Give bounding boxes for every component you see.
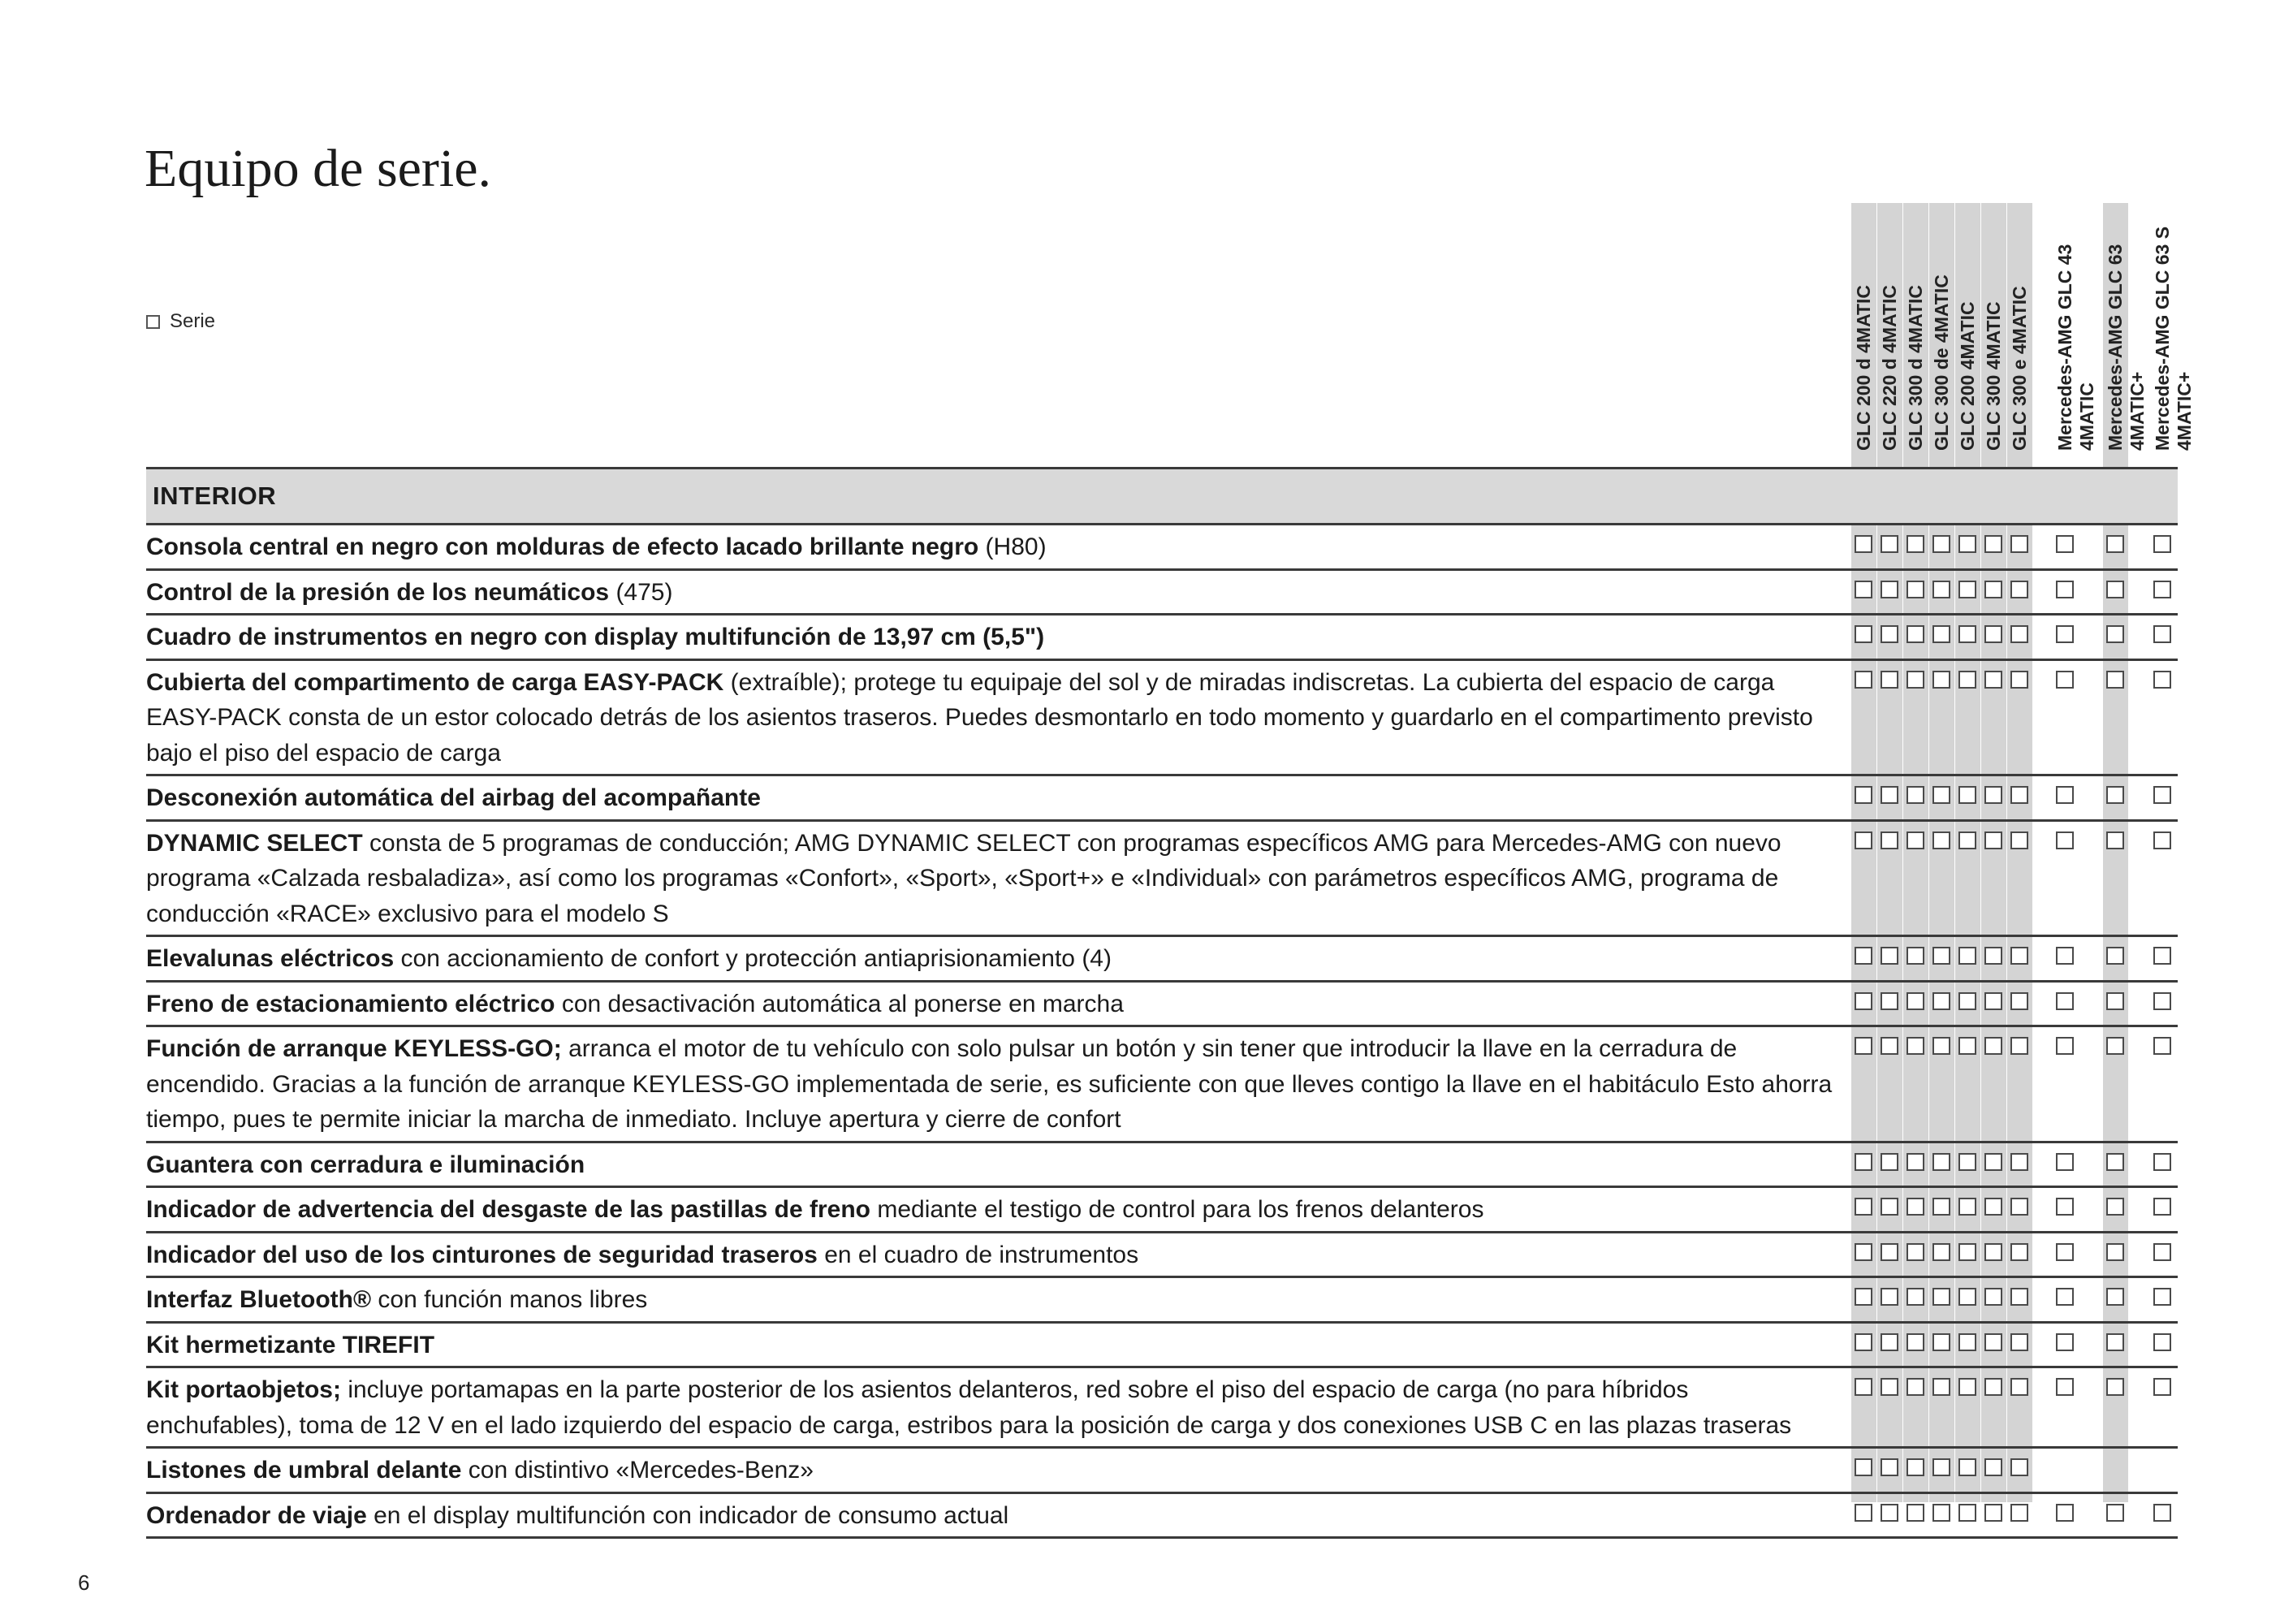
equipment-table bbox=[146, 467, 2178, 1539]
standard-square-icon bbox=[1932, 535, 1950, 553]
standard-square-icon bbox=[1984, 581, 2002, 598]
standard-square-icon bbox=[1907, 1037, 1924, 1055]
standard-square-icon bbox=[2056, 947, 2074, 965]
standard-square-icon bbox=[1932, 1288, 1950, 1306]
standard-square-icon bbox=[1855, 1037, 1872, 1055]
standard-square-icon bbox=[2010, 1198, 2028, 1216]
standard-square-icon bbox=[1958, 1458, 1976, 1476]
standard-square-icon bbox=[2106, 1378, 2124, 1396]
standard-square-icon bbox=[1958, 947, 1976, 965]
standard-square-icon bbox=[1984, 535, 2002, 553]
standard-square-icon bbox=[1932, 992, 1950, 1010]
standard-square-icon bbox=[1855, 1458, 1872, 1476]
standard-square-icon bbox=[1907, 1153, 1924, 1171]
standard-square-icon bbox=[1907, 1333, 1924, 1351]
standard-square-icon bbox=[1907, 1243, 1924, 1261]
column-header bbox=[2054, 203, 2103, 451]
standard-square-icon bbox=[1855, 1504, 1872, 1522]
standard-square-icon bbox=[2106, 671, 2124, 689]
row-feature-detail: consta de 5 programas de conducción; AMG DYNAMIC SELECT con programas específicos AMG para Mercedes-AMG con nuevo programa «Calzada resbaladiza», así como los programas «Confort», «Sport», «Sport+» e «Individual» con parámetros específicos AMG, programa de conducción «RACE» exclusivo para el modelo S bbox=[146, 829, 1781, 927]
column-header bbox=[2105, 203, 2153, 451]
standard-square-icon bbox=[1855, 786, 1872, 804]
standard-square-icon bbox=[1907, 625, 1924, 643]
standard-square-icon bbox=[2153, 1378, 2171, 1396]
standard-square-icon bbox=[1984, 1153, 2002, 1171]
standard-square-icon bbox=[1932, 831, 1950, 849]
standard-square-icon bbox=[2056, 535, 2074, 553]
standard-square-icon bbox=[1958, 786, 1976, 804]
standard-square-icon bbox=[1907, 992, 1924, 1010]
standard-square-icon bbox=[1984, 1243, 2002, 1261]
row-availability bbox=[146, 1288, 2178, 1312]
standard-square-icon bbox=[1932, 1198, 1950, 1216]
standard-square-icon bbox=[1958, 1243, 1976, 1261]
table-row bbox=[146, 983, 2178, 1028]
standard-square-icon bbox=[2153, 1333, 2171, 1351]
standard-square-icon bbox=[1855, 1153, 1872, 1171]
row-availability bbox=[146, 1501, 2178, 1529]
standard-square-icon bbox=[2153, 947, 2171, 965]
standard-square-icon bbox=[1984, 947, 2002, 965]
standard-square-icon bbox=[2106, 1037, 2124, 1055]
standard-square-icon bbox=[2153, 535, 2171, 553]
standard-square-icon bbox=[1855, 1288, 1872, 1306]
standard-square-icon bbox=[1881, 1198, 1898, 1216]
standard-square-icon bbox=[2153, 831, 2171, 849]
standard-square-icon bbox=[2106, 1243, 2124, 1261]
row-feature-name: Control de la presión de los neumáticos bbox=[146, 578, 610, 606]
column-header-label: GLC 300 4MATIC bbox=[1983, 301, 2004, 451]
row-feature-detail: con desactivación automática al ponerse en marcha bbox=[555, 990, 1124, 1017]
row-feature-name: Interfaz Bluetooth® bbox=[146, 1286, 372, 1313]
standard-square-icon bbox=[2010, 1153, 2028, 1171]
standard-square-icon bbox=[1984, 1288, 2002, 1306]
standard-square-icon bbox=[1881, 1504, 1898, 1522]
table-row bbox=[146, 525, 2178, 571]
column-header-label: GLC 300 e 4MATIC bbox=[2009, 286, 2030, 451]
standard-square-icon bbox=[1984, 1378, 2002, 1396]
row-feature-name: Kit hermetizante TIREFIT bbox=[146, 1331, 435, 1358]
standard-square-icon bbox=[2153, 1504, 2171, 1522]
standard-square-icon bbox=[2106, 1504, 2124, 1522]
standard-square-icon bbox=[2106, 992, 2124, 1010]
standard-square-icon bbox=[1881, 1243, 1898, 1261]
table-row bbox=[146, 1368, 2178, 1449]
standard-square-icon bbox=[1958, 1037, 1976, 1055]
table-row bbox=[146, 1494, 2178, 1540]
standard-square-icon bbox=[2010, 786, 2028, 804]
standard-square-icon bbox=[2106, 786, 2124, 804]
standard-square-icon bbox=[1984, 625, 2002, 643]
standard-square-icon bbox=[2106, 1333, 2124, 1351]
row-availability bbox=[146, 668, 2178, 696]
standard-square-icon bbox=[2056, 1243, 2074, 1261]
standard-square-icon bbox=[1958, 535, 1976, 553]
standard-square-icon bbox=[2106, 581, 2124, 598]
column-header-label: GLC 200 4MATIC bbox=[1957, 301, 1978, 451]
standard-square-icon bbox=[1984, 1333, 2002, 1351]
standard-square-icon bbox=[2153, 786, 2171, 804]
standard-square-icon bbox=[2153, 1037, 2171, 1055]
column-header-label: GLC 300 d 4MATIC bbox=[1905, 284, 1926, 451]
standard-square-icon bbox=[1958, 1153, 1976, 1171]
standard-square-icon bbox=[1881, 1037, 1898, 1055]
row-feature-name: Indicador de advertencia del desgaste de las pastillas de freno bbox=[146, 1196, 870, 1223]
standard-square-icon bbox=[1958, 1288, 1976, 1306]
row-feature-name: Listones de umbral delante bbox=[146, 1457, 462, 1484]
standard-square-icon bbox=[1907, 947, 1924, 965]
standard-square-icon bbox=[1958, 625, 1976, 643]
standard-square-icon bbox=[1958, 581, 1976, 598]
standard-square-icon bbox=[2010, 947, 2028, 965]
column-header-label: Mercedes-AMG GLC 43 4MATIC bbox=[2054, 244, 2097, 451]
row-feature-detail: en el display multifunción con indicador de consumo actual bbox=[366, 1501, 1009, 1529]
row-availability bbox=[146, 1458, 2178, 1483]
table-row bbox=[146, 1143, 2178, 1189]
standard-square-icon bbox=[1932, 1378, 1950, 1396]
standard-square-icon bbox=[1984, 1198, 2002, 1216]
table-rows bbox=[146, 525, 2178, 1539]
column-header-label: GLC 200 d 4MATIC bbox=[1853, 284, 1874, 451]
row-feature-detail: mediante el testigo de control para los frenos delanteros bbox=[870, 1196, 1484, 1223]
table-row bbox=[146, 1278, 2178, 1324]
standard-square-icon bbox=[2010, 581, 2028, 598]
row-feature-detail: (extraíble); protege tu equipaje del sol y de miradas indiscretas. La cubierta del espacio de carga EASY-PACK consta de un estor colocado detrás de los asientos traseros. Puedes desmontarlo en todo momento y guardarlo en el compartimento previsto bajo el piso del espacio de carga bbox=[146, 668, 1813, 767]
standard-square-icon bbox=[2010, 1458, 2028, 1476]
standard-square-icon bbox=[1881, 625, 1898, 643]
standard-square-icon bbox=[2056, 1198, 2074, 1216]
column-header-label: Mercedes-AMG GLC 63 4MATIC+ bbox=[2105, 244, 2148, 451]
standard-square-icon bbox=[2106, 1198, 2124, 1216]
standard-square-icon bbox=[1907, 1458, 1924, 1476]
standard-square-icon bbox=[1881, 1288, 1898, 1306]
row-feature-detail: (475) bbox=[609, 578, 673, 606]
table-row bbox=[146, 776, 2178, 822]
standard-square-icon bbox=[1855, 1333, 1872, 1351]
standard-square-icon bbox=[2010, 1037, 2028, 1055]
standard-square-icon bbox=[1907, 1378, 1924, 1396]
row-availability bbox=[146, 947, 2178, 971]
standard-square-icon bbox=[2056, 992, 2074, 1010]
legend bbox=[146, 310, 215, 333]
standard-square-icon bbox=[1855, 947, 1872, 965]
standard-square-icon bbox=[1907, 1504, 1924, 1522]
standard-square-icon bbox=[1881, 786, 1898, 804]
standard-square-icon bbox=[1984, 992, 2002, 1010]
column-header bbox=[2009, 203, 2058, 451]
column-header bbox=[2152, 203, 2200, 451]
row-feature-name: Elevalunas eléctricos bbox=[146, 945, 395, 972]
row-availability bbox=[146, 1198, 2178, 1222]
standard-square-icon bbox=[1932, 1458, 1950, 1476]
standard-square-icon bbox=[1907, 1288, 1924, 1306]
row-feature-detail: con accionamiento de confort y protección antiaprisionamiento (4) bbox=[394, 945, 1112, 972]
row-feature-detail: (H80) bbox=[978, 533, 1047, 560]
standard-square-icon bbox=[2153, 1153, 2171, 1171]
standard-square-icon bbox=[2056, 1333, 2074, 1351]
standard-square-icon bbox=[2010, 1333, 2028, 1351]
standard-square-icon bbox=[1855, 1198, 1872, 1216]
row-feature-name: Cubierta del compartimento de carga EASY-PACK bbox=[146, 668, 724, 696]
standard-square-icon bbox=[1958, 1504, 1976, 1522]
standard-square-icon bbox=[1932, 1037, 1950, 1055]
standard-square-icon bbox=[1855, 831, 1872, 849]
standard-square-icon bbox=[2153, 1288, 2171, 1306]
standard-square-icon bbox=[1881, 1458, 1898, 1476]
table-row bbox=[146, 571, 2178, 616]
column-header-label: GLC 300 de 4MATIC bbox=[1931, 274, 1952, 451]
standard-square-icon bbox=[1932, 625, 1950, 643]
row-feature-name: Consola central en negro con molduras de efecto lacado brillante negro bbox=[146, 533, 979, 560]
standard-square-icon bbox=[2056, 1153, 2074, 1171]
standard-square-icon bbox=[2010, 535, 2028, 553]
row-availability bbox=[146, 1037, 2178, 1061]
column-header-label: GLC 220 d 4MATIC bbox=[1879, 284, 1900, 451]
standard-square-icon bbox=[1984, 786, 2002, 804]
table-row bbox=[146, 822, 2178, 938]
row-feature-detail: incluye portamapas en la parte posterior de los asientos delanteros, red sobre el piso del espacio de carga (no para híbridos enchufables), toma de 12 V en el lado izquierdo del espacio de carga, estribos para la posición de carga y dos conexiones USB C en las plazas traseras bbox=[146, 1376, 1792, 1439]
standard-square-icon bbox=[1855, 992, 1872, 1010]
standard-square-icon bbox=[1932, 1333, 1950, 1351]
standard-square-icon bbox=[1984, 1037, 2002, 1055]
table-row bbox=[146, 1449, 2178, 1494]
standard-square-icon bbox=[2056, 1288, 2074, 1306]
standard-square-icon bbox=[1907, 535, 1924, 553]
row-feature-name: DYNAMIC SELECT bbox=[146, 829, 363, 857]
standard-square-icon bbox=[2010, 1288, 2028, 1306]
row-feature-name: Función de arranque KEYLESS-GO; bbox=[146, 1035, 562, 1062]
section-header bbox=[146, 469, 2178, 523]
standard-square-icon bbox=[2056, 831, 2074, 849]
standard-square-icon bbox=[1984, 1504, 2002, 1522]
standard-square-icon bbox=[2056, 625, 2074, 643]
row-availability bbox=[146, 578, 2178, 606]
standard-square-icon bbox=[1907, 831, 1924, 849]
legend-label: Serie bbox=[170, 310, 216, 332]
standard-square-icon bbox=[2106, 1288, 2124, 1306]
table-row bbox=[146, 1188, 2178, 1233]
standard-square-icon bbox=[1984, 831, 2002, 849]
standard-square-icon bbox=[1907, 671, 1924, 689]
standard-square-icon bbox=[1881, 581, 1898, 598]
row-feature-detail: arranca el motor de tu vehículo con solo pulsar un botón y sin tener que introducir la llave en la cerradura de encendido. Gracias a la función de arranque KEYLESS-GO implementada de serie, es suficiente con que lleves contigo la llave en el habitáculo Esto ahorra tiempo, pues te permite iniciar la marcha de inmediato. Incluye apertura y cierre de confort bbox=[146, 1035, 1833, 1133]
standard-square-icon bbox=[2153, 1243, 2171, 1261]
standard-square-icon bbox=[1855, 671, 1872, 689]
row-availability bbox=[146, 535, 2178, 559]
row-availability bbox=[146, 1378, 2178, 1402]
standard-square-icon bbox=[1881, 535, 1898, 553]
standard-square-icon bbox=[1984, 1458, 2002, 1476]
table-row bbox=[146, 1324, 2178, 1369]
standard-square-icon bbox=[1958, 671, 1976, 689]
standard-square-icon bbox=[1881, 1378, 1898, 1396]
row-feature-name: Ordenador de viaje bbox=[146, 1501, 367, 1529]
row-feature-detail: con función manos libres bbox=[371, 1286, 648, 1313]
row-availability bbox=[146, 1243, 2178, 1268]
standard-square-icon bbox=[1907, 581, 1924, 598]
standard-square-icon bbox=[1932, 786, 1950, 804]
row-feature-name: Guantera con cerradura e iluminación bbox=[146, 1151, 585, 1178]
row-feature-detail: con distintivo «Mercedes-Benz» bbox=[461, 1457, 814, 1484]
standard-square-icon bbox=[2106, 947, 2124, 965]
standard-square-icon bbox=[2106, 831, 2124, 849]
row-feature-detail: en el cuadro de instrumentos bbox=[817, 1241, 1139, 1268]
standard-square-icon bbox=[2153, 1198, 2171, 1216]
table-row bbox=[146, 937, 2178, 983]
standard-square-icon bbox=[1932, 1504, 1950, 1522]
row-availability bbox=[146, 1333, 2178, 1358]
table-row bbox=[146, 1027, 2178, 1143]
row-feature-name: Freno de estacionamiento eléctrico bbox=[146, 990, 555, 1017]
standard-square-icon bbox=[2056, 786, 2074, 804]
standard-square-icon bbox=[2153, 992, 2171, 1010]
standard-square-icon bbox=[1907, 1198, 1924, 1216]
standard-square-icon bbox=[1958, 1333, 1976, 1351]
standard-square-icon bbox=[1881, 1333, 1898, 1351]
standard-square-icon bbox=[2010, 992, 2028, 1010]
table-row bbox=[146, 615, 2178, 661]
page-number: 6 bbox=[78, 1570, 90, 1595]
standard-square-icon bbox=[1855, 581, 1872, 598]
standard-square-icon bbox=[2010, 671, 2028, 689]
row-availability bbox=[146, 625, 2178, 650]
standard-square-icon bbox=[2056, 1378, 2074, 1396]
standard-square-icon bbox=[2106, 1153, 2124, 1171]
standard-square-icon bbox=[2056, 581, 2074, 598]
standard-square-icon bbox=[2153, 671, 2171, 689]
column-header-label: Mercedes-AMG GLC 63 S 4MATIC+ bbox=[2152, 226, 2195, 451]
standard-square-icon bbox=[2010, 1243, 2028, 1261]
standard-square-icon bbox=[1881, 671, 1898, 689]
row-availability bbox=[146, 831, 2178, 856]
legend-square-icon bbox=[146, 315, 160, 329]
standard-square-icon bbox=[1958, 1378, 1976, 1396]
standard-square-icon bbox=[2010, 1504, 2028, 1522]
standard-square-icon bbox=[1932, 581, 1950, 598]
standard-square-icon bbox=[2010, 625, 2028, 643]
standard-square-icon bbox=[2010, 1378, 2028, 1396]
standard-square-icon bbox=[1881, 831, 1898, 849]
standard-square-icon bbox=[1907, 786, 1924, 804]
row-feature-name: Indicador del uso de los cinturones de seguridad traseros bbox=[146, 1241, 818, 1268]
page-title: Equipo de serie. bbox=[145, 139, 492, 198]
standard-square-icon bbox=[1932, 1153, 1950, 1171]
standard-square-icon bbox=[2106, 625, 2124, 643]
standard-square-icon bbox=[2056, 1037, 2074, 1055]
row-availability bbox=[146, 1153, 2178, 1177]
standard-square-icon bbox=[1984, 671, 2002, 689]
row-feature-name: Desconexión automática del airbag del acompañante bbox=[146, 784, 761, 811]
standard-square-icon bbox=[2106, 535, 2124, 553]
standard-square-icon bbox=[1932, 671, 1950, 689]
standard-square-icon bbox=[1932, 1243, 1950, 1261]
standard-square-icon bbox=[2056, 1504, 2074, 1522]
section-title: INTERIOR bbox=[153, 482, 277, 510]
row-feature-name: Kit portaobjetos; bbox=[146, 1376, 341, 1403]
standard-square-icon bbox=[1855, 1243, 1872, 1261]
standard-square-icon bbox=[2056, 671, 2074, 689]
row-availability bbox=[146, 786, 2178, 810]
standard-square-icon bbox=[2153, 625, 2171, 643]
row-feature-name: Cuadro de instrumentos en negro con display multifunción de 13,97 cm (5,5") bbox=[146, 624, 1045, 650]
standard-square-icon bbox=[1958, 992, 1976, 1010]
table-row bbox=[146, 1233, 2178, 1279]
table-row bbox=[146, 661, 2178, 777]
standard-square-icon bbox=[1855, 625, 1872, 643]
standard-square-icon bbox=[1932, 947, 1950, 965]
standard-square-icon bbox=[2010, 831, 2028, 849]
standard-square-icon bbox=[1855, 1378, 1872, 1396]
standard-square-icon bbox=[1958, 831, 1976, 849]
standard-square-icon bbox=[1881, 947, 1898, 965]
standard-square-icon bbox=[1881, 992, 1898, 1010]
row-availability bbox=[146, 992, 2178, 1017]
standard-square-icon bbox=[1958, 1198, 1976, 1216]
standard-square-icon bbox=[2153, 581, 2171, 598]
standard-square-icon bbox=[1855, 535, 1872, 553]
standard-square-icon bbox=[1881, 1153, 1898, 1171]
